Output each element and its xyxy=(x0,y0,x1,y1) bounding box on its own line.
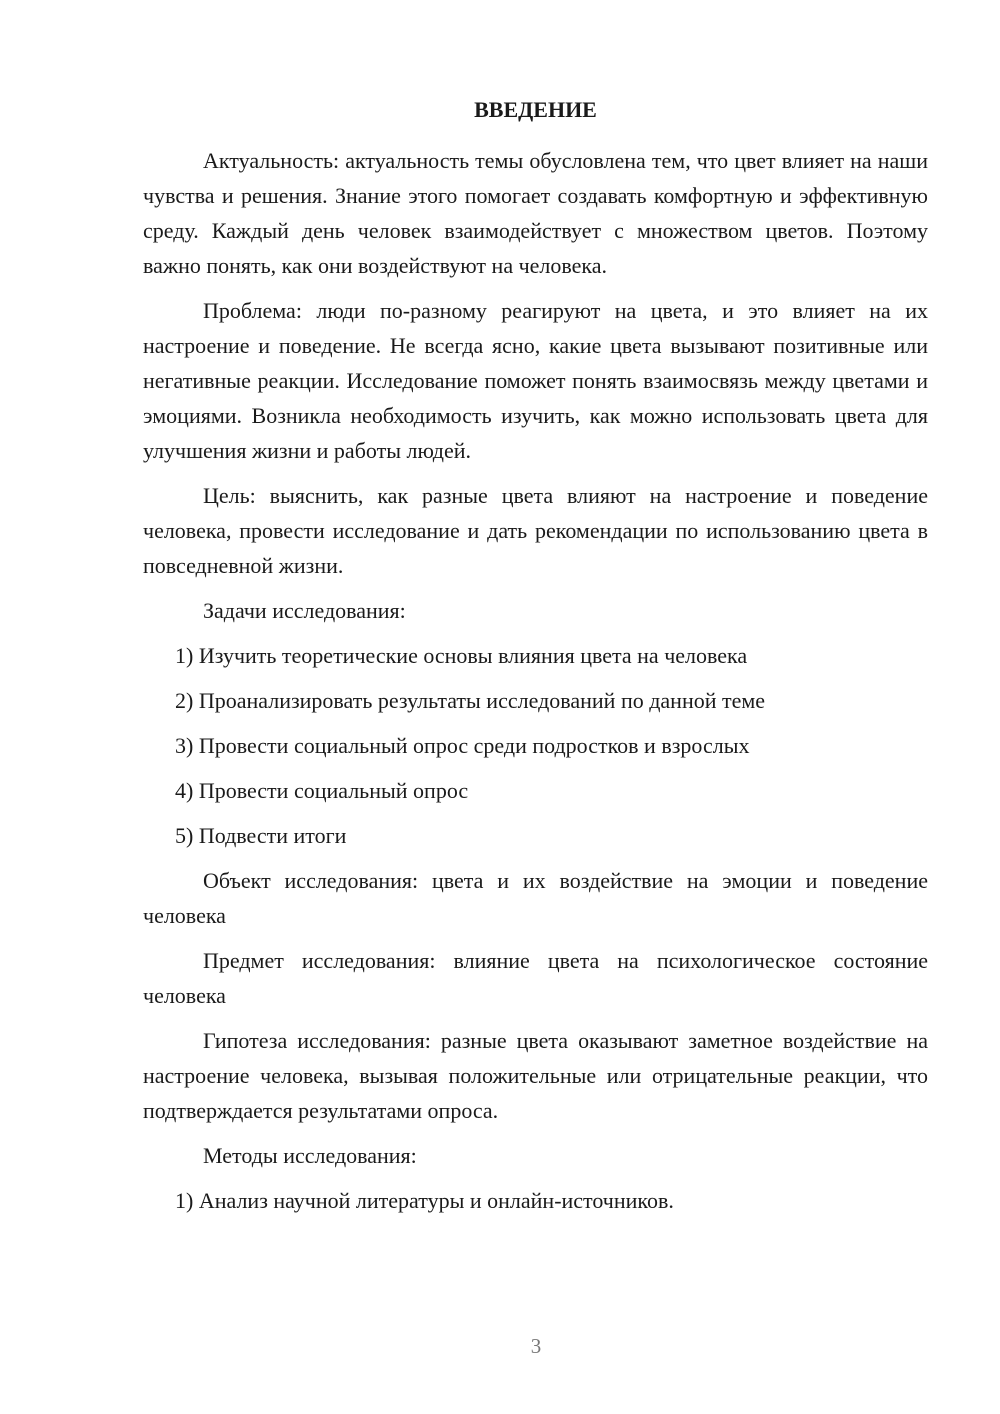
section-title: ВВЕДЕНИЕ xyxy=(474,97,597,122)
methods-list xyxy=(143,1183,928,1218)
list-item: 4) Провести социальный опрос xyxy=(175,778,469,803)
tasks-heading: Задачи исследования: xyxy=(203,598,406,623)
document-page xyxy=(143,92,928,1228)
goal-paragraph: Цель: выяснить, как разные цвета влияют на настроение и поведение человека, провести исследование и дать рекомендации по использованию цвета в повседневной жизни. xyxy=(143,483,928,578)
tasks-list xyxy=(143,638,928,853)
object-paragraph: Объект исследования: цвета и их воздействие на эмоции и поведение человека xyxy=(143,868,928,928)
problem-paragraph: Проблема: люди по-разному реагируют на цвета, и это влияет на их настроение и поведение. Не всегда ясно, какие цвета вызывают позитивные или негативные реакции. Исследование поможет понять взаимосвязь между цветами и эмоциями. Возникла необходимость изучить, как можно использовать цвета для улучшения жизни и работы людей. xyxy=(143,298,928,463)
list-item: 5) Подвести итоги xyxy=(175,823,347,848)
page-number: 3 xyxy=(530,1334,542,1358)
list-item: 1) Изучить теоретические основы влияния цвета на человека xyxy=(175,643,748,668)
methods-heading: Методы исследования: xyxy=(203,1143,417,1168)
list-item: 1) Анализ научной литературы и онлайн-источников. xyxy=(175,1188,674,1213)
hypothesis-paragraph: Гипотеза исследования: разные цвета оказывают заметное воздействие на настроение человека, вызывая положительные или отрицательные реакции, что подтверждается результатами опроса. xyxy=(143,1028,928,1123)
list-item: 3) Провести социальный опрос среди подростков и взрослых xyxy=(175,733,750,758)
subject-paragraph: Предмет исследования: влияние цвета на психологическое состояние человека xyxy=(143,948,928,1008)
list-item: 2) Проанализировать результаты исследований по данной теме xyxy=(175,688,766,713)
relevance-paragraph: Актуальность: актуальность темы обусловлена тем, что цвет влияет на наши чувства и решения. Знание этого помогает создавать комфортную и эффективную среду. Каждый день человек взаимодействует с множеством цветов. Поэтому важно понять, как они воздействуют на человека. xyxy=(143,148,928,278)
